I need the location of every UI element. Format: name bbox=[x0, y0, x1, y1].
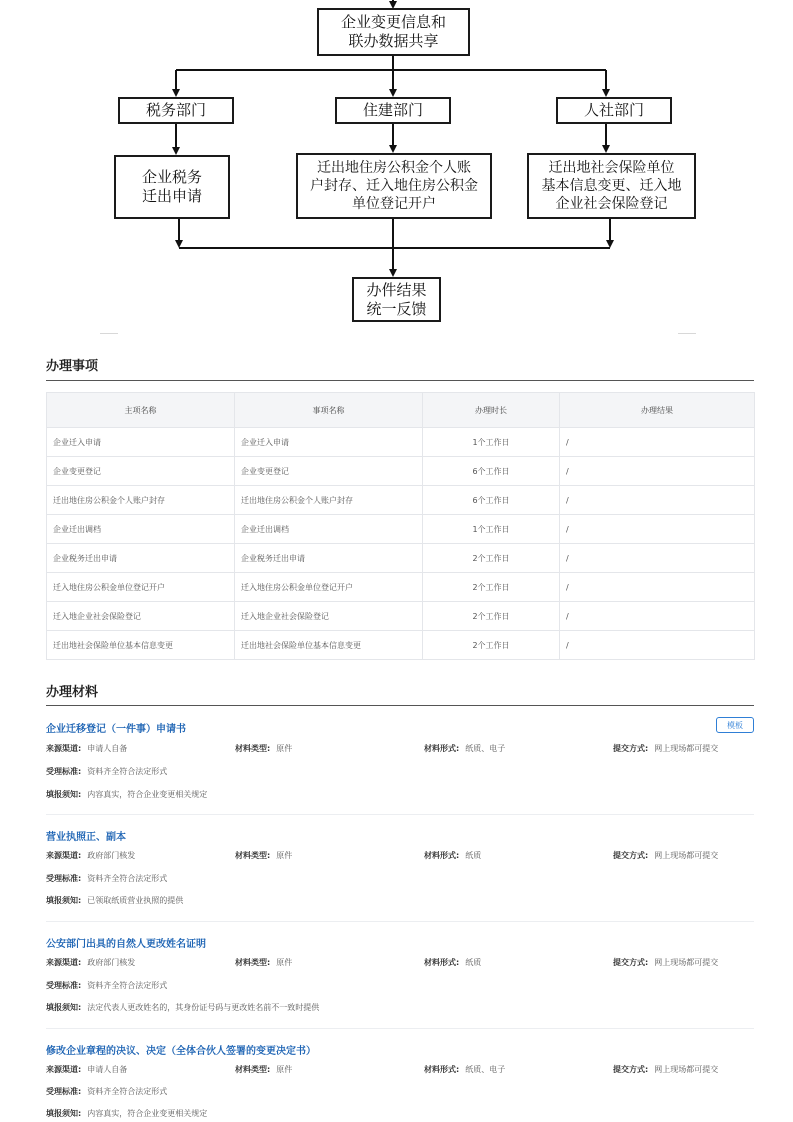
source-value: 政府部门核发 bbox=[87, 851, 136, 860]
source-value: 政府部门核发 bbox=[87, 958, 136, 967]
table-row bbox=[47, 428, 755, 457]
source-value: 申请人自备 bbox=[87, 744, 128, 753]
flow-box-result-text: 办件结果 统一反馈 bbox=[366, 280, 427, 318]
cell-result: / bbox=[560, 602, 755, 631]
cell-item-name: 企业变更登记 bbox=[235, 457, 423, 486]
notice-value: 已领取纸质营业执照的提供 bbox=[87, 896, 184, 905]
flow-box-tax-dept bbox=[118, 97, 234, 124]
material-meta-row bbox=[46, 957, 754, 969]
flowchart bbox=[0, 0, 793, 340]
cell-result: / bbox=[560, 486, 755, 515]
type-label: 材料类型: bbox=[235, 958, 271, 967]
material-title-link[interactable]: 营业执照正、副本 bbox=[46, 832, 126, 843]
column-header-result: 办理结果 bbox=[560, 393, 755, 428]
cell-main-item: 迁入地住房公积金单位登记开户 bbox=[47, 573, 235, 602]
material-meta-row bbox=[46, 850, 754, 862]
material-standard-row bbox=[46, 766, 754, 778]
flow-box-housing-task-text: 迁出地住房公积金个人账 户封存、迁入地住房公积金 单位登记开户 bbox=[310, 160, 478, 212]
material-standard-row bbox=[46, 873, 754, 885]
flow-box-hr-dept-text: 人社部门 bbox=[583, 101, 644, 119]
material-title-link[interactable]: 企业迁移登记（一件事）申请书 bbox=[46, 724, 186, 735]
source-value: 申请人自备 bbox=[87, 1065, 128, 1074]
flow-box-tax-task bbox=[114, 155, 230, 219]
cell-main-item: 迁入地企业社会保险登记 bbox=[47, 602, 235, 631]
table-row bbox=[47, 457, 755, 486]
standard-value: 资料齐全符合法定形式 bbox=[87, 767, 168, 776]
material-notice-row bbox=[46, 789, 754, 801]
flow-box-hr-task bbox=[527, 153, 696, 219]
table-row bbox=[47, 631, 755, 660]
column-header-item-name: 事项名称 bbox=[235, 393, 423, 428]
items-table bbox=[46, 392, 755, 660]
flow-box-tax-task-text: 企业税务 迁出申请 bbox=[141, 168, 202, 205]
cell-duration: 2个工作日 bbox=[423, 573, 560, 602]
notice-label: 填报须知: bbox=[46, 1109, 82, 1118]
standard-label: 受理标准: bbox=[46, 981, 82, 990]
flow-decoration-left bbox=[100, 333, 118, 334]
type-value: 原件 bbox=[276, 851, 293, 860]
material-standard-row bbox=[46, 980, 754, 992]
form-label: 材料形式: bbox=[424, 851, 460, 860]
table-row bbox=[47, 602, 755, 631]
flow-box-housing-dept-text: 住建部门 bbox=[362, 101, 423, 119]
flow-box-hr-task-text: 迁出地社会保险单位 基本信息变更、迁入地 企业社会保险登记 bbox=[541, 160, 682, 212]
material-notice-row bbox=[46, 1108, 754, 1120]
table-row bbox=[47, 573, 755, 602]
flow-box-tax-dept-text: 税务部门 bbox=[145, 101, 206, 119]
submit-value: 网上现场都可提交 bbox=[654, 958, 719, 967]
items-section-title: 办理事项 bbox=[46, 359, 99, 374]
material-separator bbox=[46, 1028, 754, 1029]
material-title-link[interactable]: 公安部门出具的自然人更改姓名证明 bbox=[46, 939, 206, 950]
source-label: 来源渠道: bbox=[46, 958, 82, 967]
flow-decoration-right bbox=[678, 333, 696, 334]
cell-duration: 2个工作日 bbox=[423, 631, 560, 660]
template-button[interactable]: 模板 bbox=[716, 717, 754, 733]
cell-main-item: 企业变更登记 bbox=[47, 457, 235, 486]
flow-box-result bbox=[352, 277, 441, 322]
table-row bbox=[47, 486, 755, 515]
flow-box-shared-data bbox=[317, 8, 470, 56]
standard-label: 受理标准: bbox=[46, 1087, 82, 1096]
source-label: 来源渠道: bbox=[46, 744, 82, 753]
flow-box-housing-dept bbox=[335, 97, 451, 124]
column-header-duration: 办理时长 bbox=[423, 393, 560, 428]
form-label: 材料形式: bbox=[424, 958, 460, 967]
cell-item-name: 企业税务迁出申请 bbox=[235, 544, 423, 573]
cell-duration: 6个工作日 bbox=[423, 486, 560, 515]
cell-item-name: 企业迁出调档 bbox=[235, 515, 423, 544]
submit-value: 网上现场都可提交 bbox=[654, 1065, 719, 1074]
cell-duration: 6个工作日 bbox=[423, 457, 560, 486]
table-header-row bbox=[47, 393, 755, 428]
type-value: 原件 bbox=[276, 1065, 293, 1074]
standard-value: 资料齐全符合法定形式 bbox=[87, 1087, 168, 1096]
standard-label: 受理标准: bbox=[46, 767, 82, 776]
materials-section-title: 办理材料 bbox=[46, 685, 99, 700]
form-label: 材料形式: bbox=[424, 744, 460, 753]
form-label: 材料形式: bbox=[424, 1065, 460, 1074]
material-item bbox=[46, 720, 754, 815]
cell-result: / bbox=[560, 515, 755, 544]
form-value: 纸质 bbox=[465, 851, 482, 860]
notice-label: 填报须知: bbox=[46, 790, 82, 799]
material-separator bbox=[46, 814, 754, 815]
standard-value: 资料齐全符合法定形式 bbox=[87, 981, 168, 990]
material-meta-row bbox=[46, 743, 754, 755]
cell-item-name: 企业迁入申请 bbox=[235, 428, 423, 457]
cell-main-item: 企业税务迁出申请 bbox=[47, 544, 235, 573]
material-standard-row bbox=[46, 1086, 754, 1098]
notice-value: 法定代表人更改姓名的，其身份证号码与更改姓名前不一致时提供 bbox=[87, 1003, 320, 1012]
submit-value: 网上现场都可提交 bbox=[654, 851, 719, 860]
flow-box-hr-dept bbox=[556, 97, 672, 124]
notice-label: 填报须知: bbox=[46, 896, 82, 905]
cell-item-name: 迁出地住房公积金个人账户封存 bbox=[235, 486, 423, 515]
standard-value: 资料齐全符合法定形式 bbox=[87, 874, 168, 883]
submit-label: 提交方式: bbox=[613, 958, 649, 967]
source-label: 来源渠道: bbox=[46, 851, 82, 860]
type-value: 原件 bbox=[276, 744, 293, 753]
cell-result: / bbox=[560, 631, 755, 660]
table-row bbox=[47, 544, 755, 573]
cell-main-item: 企业迁入申请 bbox=[47, 428, 235, 457]
notice-label: 填报须知: bbox=[46, 1003, 82, 1012]
form-value: 纸质、电子 bbox=[465, 1065, 506, 1074]
cell-duration: 1个工作日 bbox=[423, 428, 560, 457]
form-value: 纸质、电子 bbox=[465, 744, 506, 753]
source-label: 来源渠道: bbox=[46, 1065, 82, 1074]
material-meta-row bbox=[46, 1064, 754, 1076]
cell-duration: 2个工作日 bbox=[423, 602, 560, 631]
flow-box-shared-data-text: 企业变更信息和 联办数据共享 bbox=[340, 13, 446, 50]
material-notice-row bbox=[46, 1002, 754, 1014]
material-separator bbox=[46, 921, 754, 922]
items-section-divider bbox=[46, 380, 754, 381]
cell-item-name: 迁入地企业社会保险登记 bbox=[235, 602, 423, 631]
materials-section-divider bbox=[46, 705, 754, 706]
type-label: 材料类型: bbox=[235, 744, 271, 753]
cell-result: / bbox=[560, 457, 755, 486]
type-value: 原件 bbox=[276, 958, 293, 967]
cell-result: / bbox=[560, 428, 755, 457]
cell-item-name: 迁入地住房公积金单位登记开户 bbox=[235, 573, 423, 602]
cell-main-item: 迁出地住房公积金个人账户封存 bbox=[47, 486, 235, 515]
cell-result: / bbox=[560, 573, 755, 602]
submit-label: 提交方式: bbox=[613, 744, 649, 753]
notice-value: 内容真实，符合企业变更相关规定 bbox=[87, 790, 208, 799]
standard-label: 受理标准: bbox=[46, 874, 82, 883]
material-item bbox=[46, 935, 754, 1030]
table-row bbox=[47, 515, 755, 544]
material-title-link[interactable]: 修改企业章程的决议、决定（全体合伙人签署的变更决定书） bbox=[46, 1046, 316, 1057]
submit-value: 网上现场都可提交 bbox=[654, 744, 719, 753]
notice-value: 内容真实，符合企业变更相关规定 bbox=[87, 1109, 208, 1118]
form-value: 纸质 bbox=[465, 958, 482, 967]
type-label: 材料类型: bbox=[235, 1065, 271, 1074]
submit-label: 提交方式: bbox=[613, 1065, 649, 1074]
cell-duration: 1个工作日 bbox=[423, 515, 560, 544]
cell-main-item: 企业迁出调档 bbox=[47, 515, 235, 544]
column-header-main-item: 主项名称 bbox=[47, 393, 235, 428]
submit-label: 提交方式: bbox=[613, 851, 649, 860]
cell-duration: 2个工作日 bbox=[423, 544, 560, 573]
material-item bbox=[46, 1042, 754, 1122]
flow-box-housing-task bbox=[296, 153, 492, 219]
material-item bbox=[46, 828, 754, 923]
cell-result: / bbox=[560, 544, 755, 573]
cell-item-name: 迁出地社会保险单位基本信息变更 bbox=[235, 631, 423, 660]
type-label: 材料类型: bbox=[235, 851, 271, 860]
cell-main-item: 迁出地社会保险单位基本信息变更 bbox=[47, 631, 235, 660]
material-notice-row bbox=[46, 895, 754, 907]
